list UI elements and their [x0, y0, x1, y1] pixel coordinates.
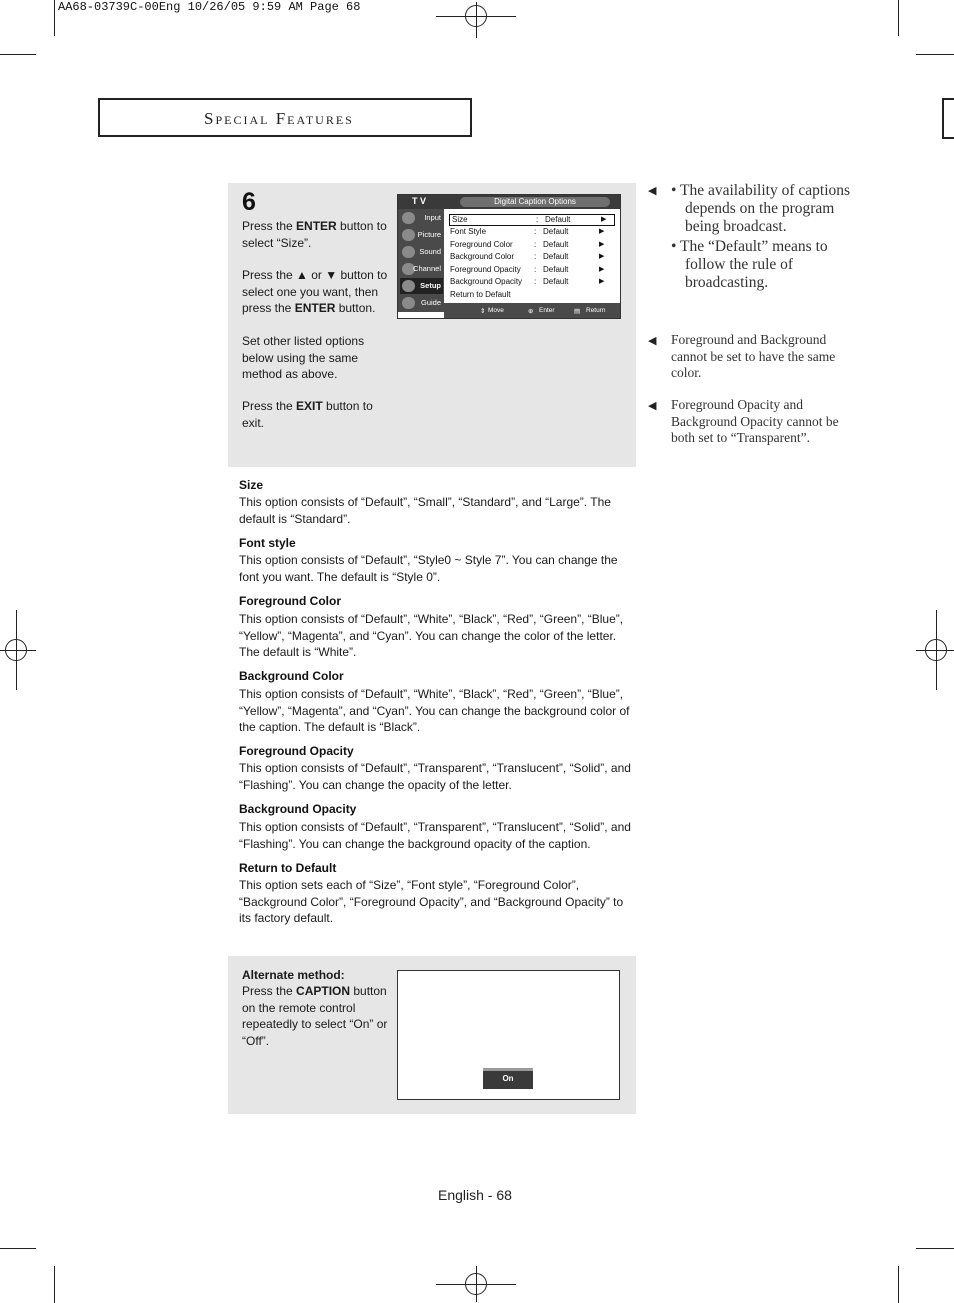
desc-body-return-to-default: This option sets each of “Size”, “Font style”, “Foreground Color”, “Background Color”, “Foreground Opacity”, and “Background Opacity” to its factory default. — [239, 878, 624, 925]
enter-icon: ⊕ — [528, 308, 534, 315]
guide-icon — [402, 297, 415, 309]
note-arrow-icon: ◀ — [648, 335, 657, 347]
alternate-text — [242, 983, 392, 1049]
step-text-1 — [242, 218, 390, 251]
tv-row-foreground-opacity[interactable] — [448, 264, 615, 276]
row-value: Default — [543, 252, 569, 261]
desc-heading-font-style: Font style — [239, 536, 296, 550]
tv-footer-return: Return — [586, 307, 606, 314]
step-text-4-post: button to exit. — [242, 399, 373, 430]
step-text-4-bold: EXIT — [296, 399, 323, 413]
row-sep: : — [534, 227, 537, 236]
tv-row-background-color[interactable] — [448, 251, 615, 263]
note-bullet-2: • The “Default” means to follow the rule of broadcasting. — [671, 238, 828, 291]
row-name: Foreground Opacity — [450, 264, 521, 274]
step-text-2-post: button. — [335, 301, 376, 315]
row-sep: : — [534, 264, 537, 274]
desc-body-foreground-color: This option consists of “Default”, “White”, “Black”, “Red”, “Green”, “Blue”, “Yellow”, “Magenta”, and “Cyan”. You can change the color of the letter. The default is “White”. — [239, 612, 624, 659]
tv-side-item-guide[interactable] — [400, 295, 443, 311]
desc-heading-size: Size — [239, 478, 264, 492]
note-arrow-icon: ◀ — [648, 400, 657, 412]
row-value: Default — [543, 264, 569, 274]
side-tab — [942, 98, 954, 139]
row-name: Size — [452, 215, 468, 224]
arrow-right-icon: ▶ — [599, 240, 605, 248]
row-sep: : — [534, 277, 537, 286]
row-value: Default — [545, 215, 571, 224]
step-text-2 — [242, 267, 392, 317]
arrow-right-icon: ▶ — [599, 228, 605, 235]
arrow-right-icon: ▶ — [599, 253, 605, 260]
step-number: 6 — [242, 188, 256, 216]
row-name: Foreground Color — [450, 239, 513, 249]
sound-icon — [402, 246, 415, 258]
desc-heading-return-to-default: Return to Default — [239, 861, 337, 875]
row-sep: : — [536, 215, 539, 224]
tv-row-background-opacity[interactable] — [448, 276, 615, 288]
tv-caption-menu-screen — [397, 194, 621, 319]
row-value: Default — [543, 277, 569, 286]
row-name: Return to Default — [450, 289, 511, 299]
tv-row-foreground-color[interactable] — [448, 239, 615, 251]
desc-heading-foreground-color: Foreground Color — [239, 594, 341, 608]
row-name: Background Color — [450, 252, 515, 261]
step-text-1-bold: ENTER — [296, 219, 337, 233]
row-sep: : — [534, 239, 537, 249]
tv-side-label: Setup — [420, 281, 441, 290]
desc-body-size: This option consists of “Default”, “Small”, “Standard”, and “Large”. The default is “Standard”. — [239, 495, 611, 526]
tv-side-item-channel[interactable] — [400, 261, 443, 277]
alternate-text-post: button on the remote control repeatedly to select “On” or “Off”. — [242, 984, 388, 1048]
page-number: English - 68 — [438, 1187, 512, 1203]
tv-row-return-to-default[interactable] — [448, 289, 615, 301]
section-title: Special Features — [204, 109, 354, 128]
step-text-1-pre: Press the — [242, 219, 297, 233]
tv-footer-enter: Enter — [539, 307, 555, 314]
desc-heading-background-color: Background Color — [239, 669, 344, 683]
desc-body-font-style: This option consists of “Default”, “Style0 ~ Style 7”. You can change the font you want. The default is “Style 0”. — [239, 553, 618, 584]
step-text-4-pre: Press the — [242, 399, 297, 413]
input-icon — [402, 212, 415, 224]
alternate-text-bold: CAPTION — [296, 984, 351, 998]
note-opacity: Foreground Opacity and Background Opacity cannot be both set to “Transparent”. — [671, 397, 839, 445]
note-bullet-1: • The availability of captions depends on the program being broadcast. — [671, 182, 851, 235]
tv-side-item-setup[interactable] — [400, 278, 443, 294]
tv-menu-title: Digital Caption Options — [460, 197, 610, 207]
arrow-right-icon: ▶ — [601, 216, 607, 223]
row-name: Font Style — [450, 227, 487, 236]
alternate-heading-text: Alternate method: — [242, 968, 345, 982]
row-value: Default — [543, 239, 569, 249]
note-color: Foreground and Background cannot be set to have the same color. — [671, 332, 836, 380]
picture-icon — [402, 229, 415, 241]
note-arrow-icon: ◀ — [648, 185, 657, 197]
tv-label: T V — [412, 196, 427, 206]
tv-top-bar — [398, 195, 620, 209]
step-text-2-bold: ENTER — [294, 301, 336, 315]
desc-heading-foreground-opacity: Foreground Opacity — [239, 744, 354, 758]
desc-body-foreground-opacity: This option consists of “Default”, “Transparent”, “Translucent”, “Solid”, and “Flashing”. You can change the opacity of the letter. — [239, 761, 631, 792]
tv-option-list — [448, 213, 615, 303]
step-text-2-pre: Press the ▲ or ▼ button to select one you want, then press the — [242, 268, 388, 315]
desc-body-background-opacity: This option consists of “Default”, “Transparent”, “Translucent”, “Solid”, and “Flashing”. You can change the background opacity of the caption. — [239, 820, 631, 851]
tv-caption-on-screen — [397, 970, 620, 1100]
section-header-box — [98, 98, 472, 137]
move-icon: ⇕ — [480, 308, 486, 315]
step-text-1-post: button to select “Size”. — [242, 219, 387, 250]
tv-row-size[interactable] — [449, 214, 615, 226]
tv-row-font-style[interactable] — [448, 226, 615, 238]
tv-side-menu — [398, 209, 444, 312]
tv-side-label: Guide — [420, 298, 441, 307]
step-text-4 — [242, 398, 382, 431]
tv-side-item-picture[interactable] — [400, 227, 443, 243]
row-value: Default — [543, 227, 569, 236]
tv-footer-move: Move — [488, 307, 504, 314]
alternate-text-pre: Press the — [242, 984, 297, 998]
row-name: Background Opacity — [450, 277, 523, 286]
desc-body-background-color: This option consists of “Default”, “White”, “Black”, “Red”, “Green”, “Blue”, “Yellow”, “Magenta”, and “Cyan”. You can change the background color of the caption. The default is “Black”. — [239, 687, 630, 734]
setup-icon — [402, 280, 415, 292]
tv-side-label: Picture — [417, 230, 441, 239]
tv-side-item-input[interactable] — [400, 210, 443, 226]
caption-on-badge: On — [483, 1068, 533, 1089]
tv-side-label: Channel — [413, 264, 441, 273]
print-header: AA68-03739C-00Eng 10/26/05 9:59 AM Page 68 — [58, 0, 361, 14]
arrow-right-icon: ▶ — [599, 278, 605, 285]
row-sep: : — [534, 252, 537, 261]
tv-side-item-sound[interactable] — [400, 244, 443, 260]
step-text-3: Set other listed options below using the same method as above. — [242, 334, 365, 381]
arrow-right-icon: ▶ — [599, 265, 605, 273]
tv-footer-bar — [444, 303, 620, 318]
alternate-heading — [242, 967, 345, 984]
tv-side-label: Sound — [419, 247, 441, 256]
desc-heading-background-opacity: Background Opacity — [239, 802, 357, 816]
return-icon: ▤ — [574, 308, 581, 315]
tv-side-label: Input — [424, 213, 441, 222]
